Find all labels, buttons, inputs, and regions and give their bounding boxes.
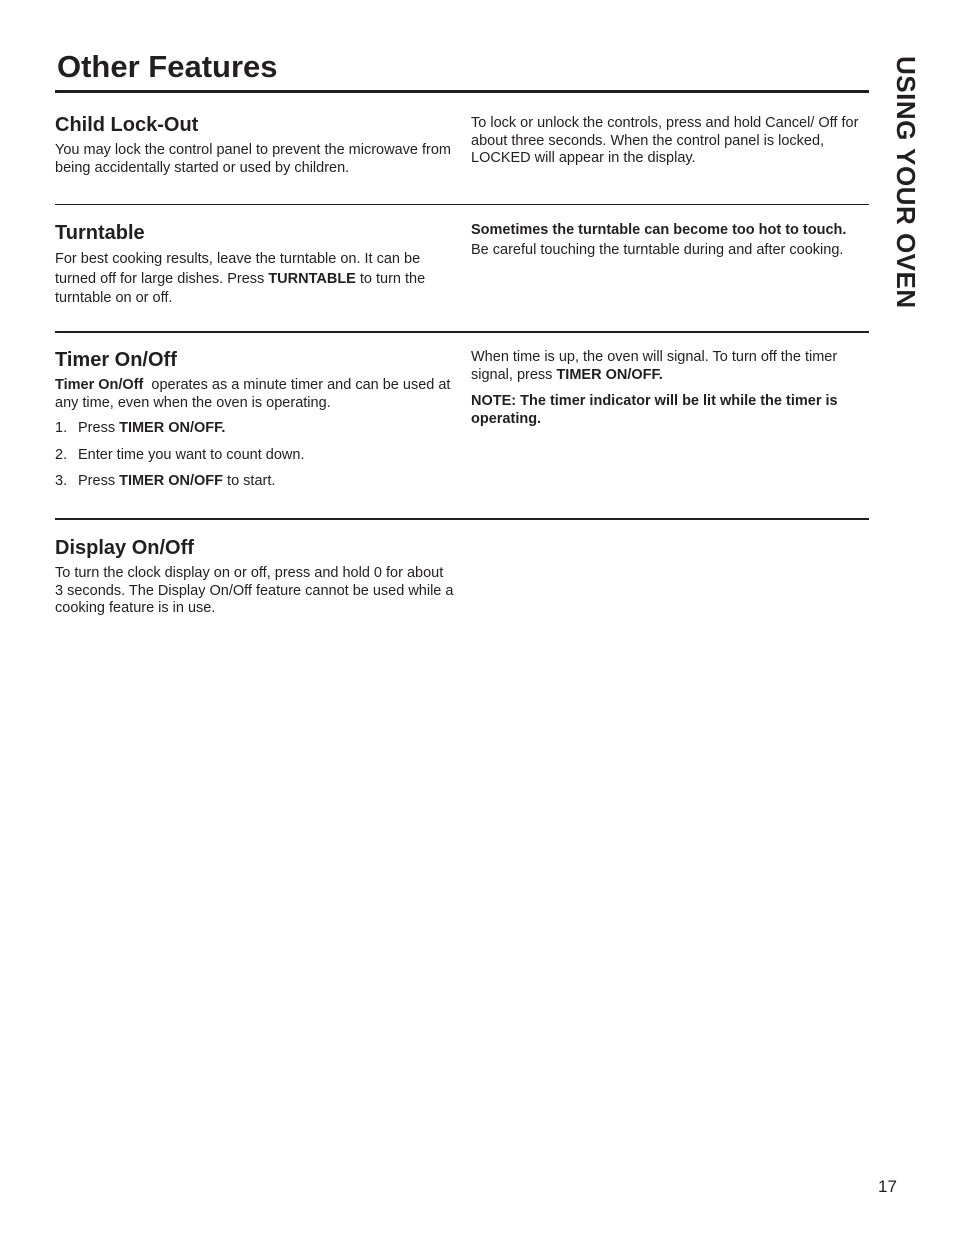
turntable-warning-bold: Sometimes the turntable can become too hot to touch.: [471, 222, 847, 238]
title-divider: [55, 90, 869, 93]
step-after: to start.: [223, 473, 276, 489]
turntable-text-1: For best cooking results, leave the turntable on. It can be turned off for large dishes. Press: [55, 251, 421, 287]
step-text: Press: [78, 420, 120, 436]
timer-note: NOTE: The timer indicator will be lit while the timer is operating.: [471, 393, 838, 427]
section-divider: [55, 331, 869, 333]
timer-left: [55, 348, 455, 491]
section-divider: [55, 204, 869, 205]
child-lockout-instructions: To lock or unlock the controls, press and hold Cancel/ Off for about three seconds. When the control panel is locked, LOCKED will appear in the display.: [471, 115, 859, 166]
list-item: [55, 420, 455, 438]
timer-signal-text-1: When time is up, the oven will signal. To turn off the timer signal, press: [471, 349, 838, 383]
timer-description: [55, 377, 455, 412]
step-number: 2.: [55, 446, 68, 463]
step-bold: TIMER ON/OFF.: [119, 420, 226, 436]
section-divider: [55, 518, 869, 520]
timer-steps-list: [55, 420, 455, 491]
timer-signal-text: [471, 349, 866, 384]
turntable-heading: Turntable: [55, 222, 145, 244]
child-lockout-description: You may lock the control panel to prevent the microwave from being accidentally started or used by children.: [55, 142, 451, 176]
timer-heading: Timer On/Off: [55, 349, 177, 371]
turntable-warning: [471, 221, 866, 260]
page-number: 17: [878, 1177, 897, 1196]
list-item: [55, 473, 455, 491]
child-lockout-right: [471, 115, 866, 168]
step-text: Press: [78, 473, 120, 489]
turntable-button-name: TURNTABLE: [268, 270, 356, 287]
timer-intro-bold: Timer On/Off: [55, 377, 144, 393]
timer-signal-bold: TIMER ON/OFF.: [556, 366, 663, 383]
display-left: [55, 536, 455, 618]
display-heading: Display On/Off: [55, 537, 194, 559]
page-title: Other Features: [57, 49, 278, 84]
step-number: 1.: [55, 420, 68, 436]
step-number: 3.: [55, 473, 68, 489]
section-side-tab: USING YOUR OVEN: [891, 56, 921, 309]
child-lockout-left: [55, 113, 455, 177]
turntable-warning-text: Be careful touching the turntable during and after cooking.: [471, 241, 844, 258]
list-item: [55, 447, 455, 465]
turntable-right: [471, 221, 866, 260]
turntable-description: [55, 250, 455, 309]
step-text: Enter time you want to count down.: [78, 446, 305, 463]
step-bold: TIMER ON/OFF: [119, 473, 224, 489]
timer-right: [471, 349, 866, 428]
display-description: To turn the clock display on or off, press and hold 0 for about 3 seconds. The Display On/Off feature cannot be used while a cooking feature is in use.: [55, 565, 454, 616]
timer-intro-text: operates as a minute timer and can be used at any time, even when the oven is operating.: [55, 377, 455, 411]
turntable-left: [55, 221, 455, 309]
child-lockout-heading: Child Lock-Out: [55, 114, 199, 136]
turntable-text-2: to turn the turntable on or off.: [55, 270, 426, 306]
